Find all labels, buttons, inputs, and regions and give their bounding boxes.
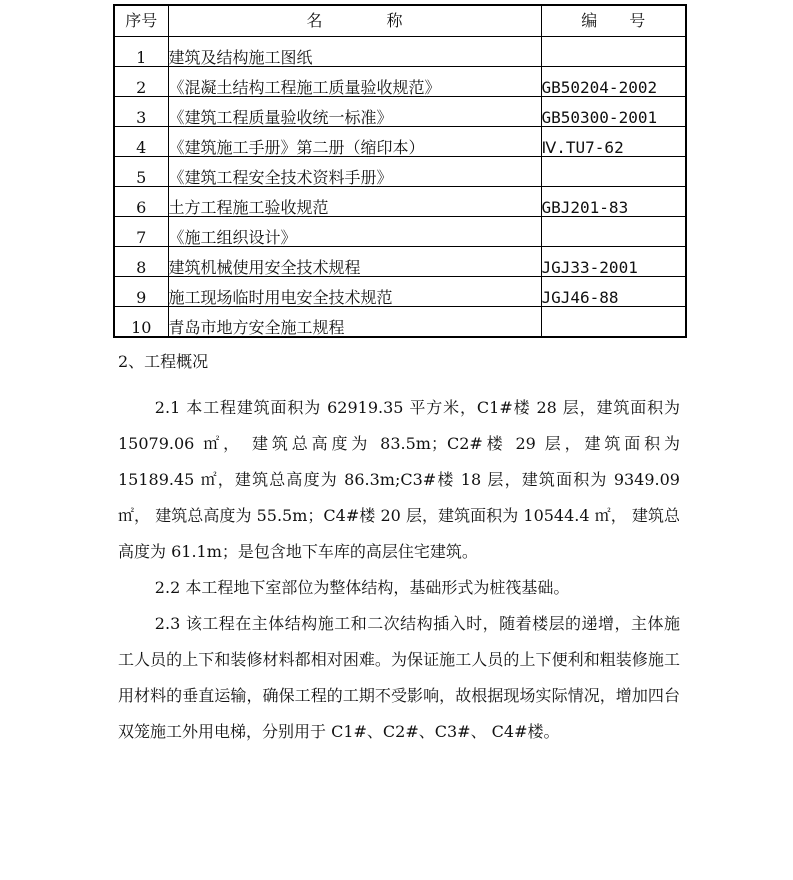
table-row [114, 247, 686, 277]
paragraph-2-3: 2.3 该工程在主体结构施工和二次结构插入时，随着楼层的递增，主体施工人员的上下和装修材料都相对困难。为保证施工人员的上下便利和粗装修施工用材料的垂直运输，确保工程的工期不受影响，故根据现场实际情况，增加四台双笼施工外用电梯，分别用于 C1#、C2#、C3#、 C4#楼。 [118, 614, 680, 741]
paragraph-2-1: 2.1 本工程建筑面积为 62919.35 平方米，C1#楼 28 层，建筑面积为 15079.06 ㎡， 建筑总高度为 83.5m；C2#楼 29 层，建筑面积为 15189.45 ㎡，建筑总高度为 86.3m;C3#楼 18 层，建筑面积为 9349.09 ㎡， 建筑总高度为 55.5m；C4#楼 20 层，建筑面积为 10544.4 ㎡， 建筑总高度为 61.1m；是包含地下车库的高层住宅建筑。 [118, 398, 680, 561]
row-code [541, 217, 686, 247]
row-name: 建筑机械使用安全技术规程 [168, 247, 541, 277]
row-name: 建筑及结构施工图纸 [168, 37, 541, 67]
row-code: Ⅳ.TU7-62 [541, 127, 686, 157]
row-no: 9 [114, 277, 168, 307]
table-row [114, 217, 686, 247]
row-no: 10 [114, 307, 168, 338]
row-no: 1 [114, 37, 168, 67]
row-name: 《施工组织设计》 [168, 217, 541, 247]
reference-standards-table [113, 4, 687, 338]
row-no: 7 [114, 217, 168, 247]
header-code: 编 号 [541, 5, 686, 37]
row-code [541, 307, 686, 338]
table-row [114, 157, 686, 187]
section-title: 2、工程概况 [118, 352, 209, 371]
table-header-row [114, 5, 686, 37]
row-code: GB50204-2002 [541, 67, 686, 97]
row-name: 施工现场临时用电安全技术规范 [168, 277, 541, 307]
table-row [114, 67, 686, 97]
row-name: 《混凝土结构工程施工质量验收规范》 [168, 67, 541, 97]
row-no: 4 [114, 127, 168, 157]
row-name: 土方工程施工验收规范 [168, 187, 541, 217]
row-code [541, 37, 686, 67]
row-no: 5 [114, 157, 168, 187]
row-name: 《建筑工程质量验收统一标准》 [168, 97, 541, 127]
row-no: 3 [114, 97, 168, 127]
row-no: 2 [114, 67, 168, 97]
table-row [114, 127, 686, 157]
row-code: GBJ201-83 [541, 187, 686, 217]
section-body [118, 390, 680, 750]
table-row [114, 37, 686, 67]
header-name: 名 称 [168, 5, 541, 37]
row-name: 《建筑施工手册》第二册（缩印本） [168, 127, 541, 157]
row-code [541, 157, 686, 187]
table-row [114, 307, 686, 338]
row-code: JGJ33-2001 [541, 247, 686, 277]
paragraph-2-2: 2.2 本工程地下室部位为整体结构，基础形式为桩筏基础。 [154, 578, 570, 597]
table-row [114, 187, 686, 217]
header-no: 序号 [114, 5, 168, 37]
row-no: 8 [114, 247, 168, 277]
row-no: 6 [114, 187, 168, 217]
table-row [114, 97, 686, 127]
row-code: JGJ46-88 [541, 277, 686, 307]
row-code: GB50300-2001 [541, 97, 686, 127]
row-name: 《建筑工程安全技术资料手册》 [168, 157, 541, 187]
table-row [114, 277, 686, 307]
row-name: 青岛市地方安全施工规程 [168, 307, 541, 338]
